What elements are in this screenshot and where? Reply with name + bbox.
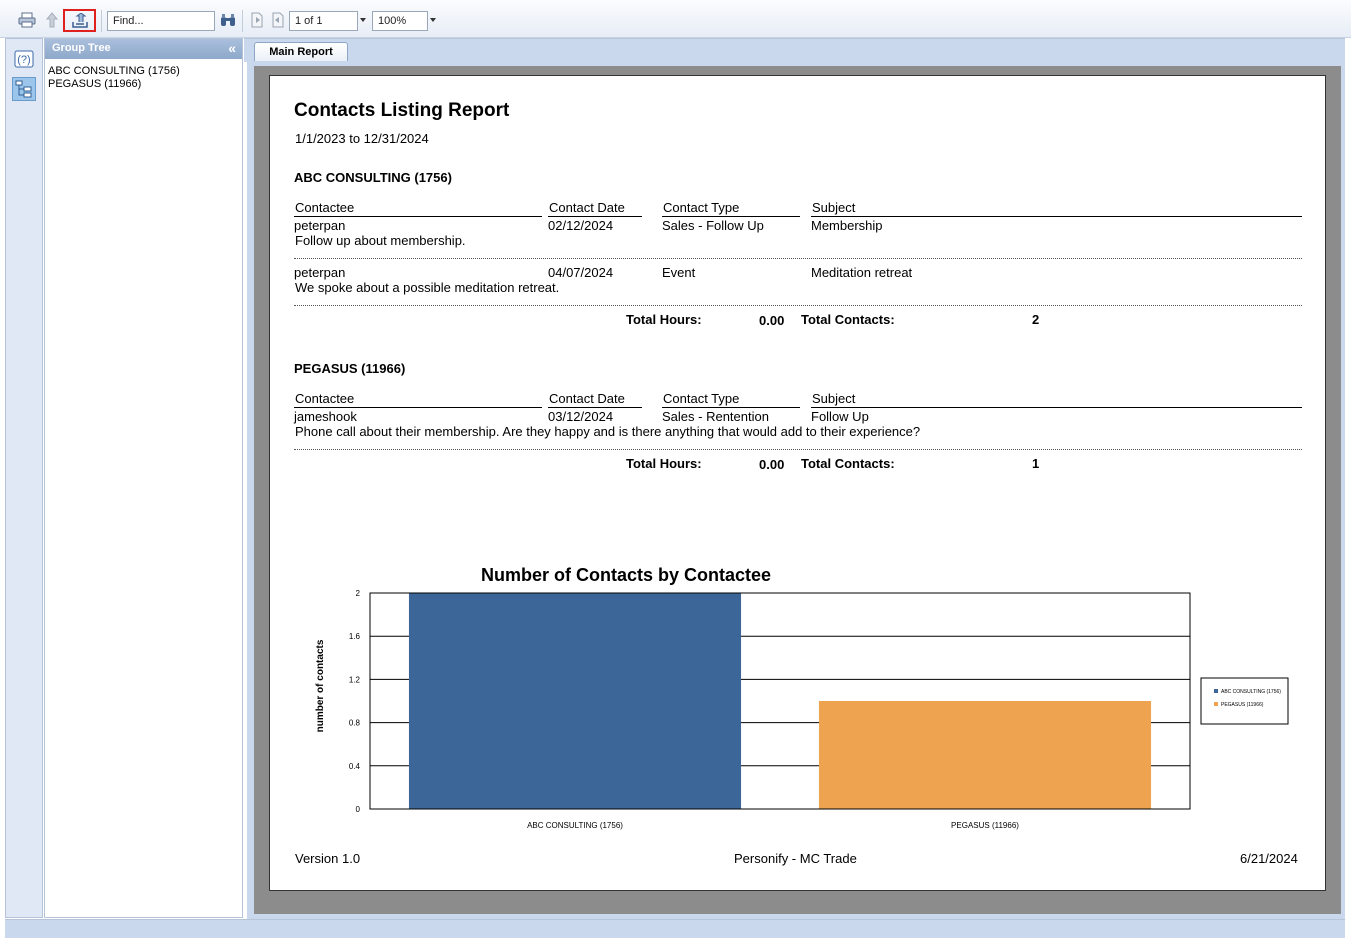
- group-tree-panel: [44, 38, 243, 918]
- row-type: Sales - Follow Up: [662, 218, 764, 233]
- toolbar-separator: [101, 10, 102, 32]
- chart-y-tick-label: 0.8: [348, 718, 360, 728]
- chart-legend-label: ABC CONSULTING (1756): [1221, 689, 1281, 695]
- chart-legend-swatch: [1214, 689, 1218, 693]
- help-icon: [14, 50, 34, 68]
- chart-x-ticks: [527, 821, 1019, 830]
- column-header-contact-date: Contact Date: [549, 200, 625, 215]
- group-tree-toggle-button[interactable]: [12, 77, 36, 101]
- total-hours-label: Total Hours:: [626, 312, 702, 327]
- column-header-contactee: Contactee: [295, 391, 355, 406]
- export-button[interactable]: [63, 9, 96, 32]
- side-rail: [5, 38, 43, 918]
- export-icon: [71, 13, 89, 29]
- search-button[interactable]: [217, 10, 239, 30]
- chart-y-ticks: [349, 589, 361, 814]
- chevron-down-icon[interactable]: [430, 18, 436, 22]
- chart-y-tick-label: 2: [355, 589, 360, 598]
- group-tree-header: [45, 39, 242, 59]
- print-button[interactable]: [16, 10, 38, 30]
- group-tree-title: Group Tree: [52, 42, 111, 54]
- row-date: 02/12/2024: [548, 218, 614, 233]
- contacts-bar-chart: [270, 76, 1325, 890]
- chart-bar: [409, 593, 741, 809]
- row-note: Phone call about their membership. Are they happy and is there anything that would add to their experience?: [295, 424, 921, 439]
- group-heading: ABC CONSULTING (1756): [294, 170, 452, 185]
- row-date: 03/12/2024: [548, 409, 614, 424]
- total-hours-label: Total Hours:: [626, 456, 702, 471]
- group-tree-item[interactable]: ABC CONSULTING (1756): [48, 65, 180, 77]
- up-arrow-icon: [45, 12, 59, 28]
- chart-legend: [1201, 678, 1288, 724]
- chart-y-tick-label: 1.2: [348, 675, 360, 685]
- column-header-contact-date: Contact Date: [549, 391, 625, 406]
- parent-group-button[interactable]: [41, 10, 63, 30]
- chart-x-tick-label: ABC CONSULTING (1756): [527, 821, 623, 830]
- footer-date: 6/21/2024: [1240, 851, 1298, 866]
- chart-legend-label: PEGASUS (11966): [1221, 702, 1264, 708]
- row-note: Follow up about membership.: [295, 233, 466, 248]
- total-contacts-label: Total Contacts:: [801, 456, 895, 471]
- row-subject: Membership: [811, 218, 883, 233]
- total-contacts-value: 2: [1032, 312, 1040, 327]
- footer-organization: Personify - MC Trade: [734, 851, 857, 866]
- chart-x-tick-label: PEGASUS (11966): [951, 821, 1019, 830]
- report-date-range: 1/1/2023 to 12/31/2024: [295, 131, 429, 146]
- find-input[interactable]: [107, 11, 215, 31]
- chart-legend-box: [1201, 678, 1288, 724]
- column-header-subject: Subject: [812, 391, 856, 406]
- toolbar: [0, 0, 1351, 38]
- binoculars-icon: [220, 13, 236, 27]
- next-page-icon: [270, 12, 286, 28]
- chart-legend-swatch: [1214, 702, 1218, 706]
- chart-y-axis-label: number of contacts: [315, 639, 326, 733]
- previous-page-icon: [249, 12, 265, 28]
- chevron-down-icon[interactable]: [360, 18, 366, 22]
- status-bar: [5, 919, 1345, 938]
- chart-y-tick-label: 0: [355, 805, 360, 814]
- collapse-icon[interactable]: «: [228, 40, 236, 56]
- row-subject: Follow Up: [811, 409, 869, 424]
- report-page: [269, 75, 1326, 891]
- previous-page-button[interactable]: [246, 10, 268, 30]
- toolbar-separator: [242, 10, 243, 32]
- row-subject: Meditation retreat: [811, 265, 913, 280]
- printer-icon: [18, 12, 36, 28]
- column-header-contactee: Contactee: [295, 200, 355, 215]
- row-date: 04/07/2024: [548, 265, 614, 280]
- report-tab-bar: [244, 38, 1345, 62]
- chart-bar: [819, 701, 1151, 809]
- report-title: Contacts Listing Report: [294, 100, 510, 121]
- row-note: We spoke about a possible meditation retreat.: [295, 280, 560, 295]
- chart-title: Number of Contacts by Contactee: [480, 565, 772, 585]
- total-contacts-value: 1: [1032, 456, 1040, 471]
- tree-icon: [15, 80, 33, 98]
- zoom-select[interactable]: 100%: [372, 11, 428, 31]
- total-hours-value: 0.00: [759, 313, 785, 328]
- total-contacts-label: Total Contacts:: [801, 312, 895, 327]
- chart-y-tick-label: 1.6: [348, 632, 360, 642]
- group-tree-item[interactable]: PEGASUS (11966): [48, 78, 142, 90]
- svg-text:(?): (?): [17, 54, 31, 66]
- row-contactee: peterpan: [294, 265, 346, 280]
- tab-main-report[interactable]: Main Report: [254, 42, 348, 63]
- footer-version: Version 1.0: [295, 851, 361, 866]
- row-type: Event: [662, 265, 696, 280]
- chart-y-tick-label: 0.4: [348, 761, 360, 771]
- next-page-button[interactable]: [267, 10, 289, 30]
- row-contactee: jameshook: [294, 409, 357, 424]
- column-header-contact-type: Contact Type: [663, 200, 740, 215]
- column-header-contact-type: Contact Type: [663, 391, 740, 406]
- chart-bars: [409, 593, 1151, 809]
- help-button[interactable]: [12, 47, 36, 71]
- column-header-subject: Subject: [812, 200, 856, 215]
- page-number-field[interactable]: 1 of 1: [289, 11, 358, 31]
- group-heading: PEGASUS (11966): [294, 361, 406, 376]
- row-contactee: peterpan: [294, 218, 346, 233]
- row-type: Sales - Rentention: [662, 409, 769, 424]
- total-hours-value: 0.00: [759, 457, 785, 472]
